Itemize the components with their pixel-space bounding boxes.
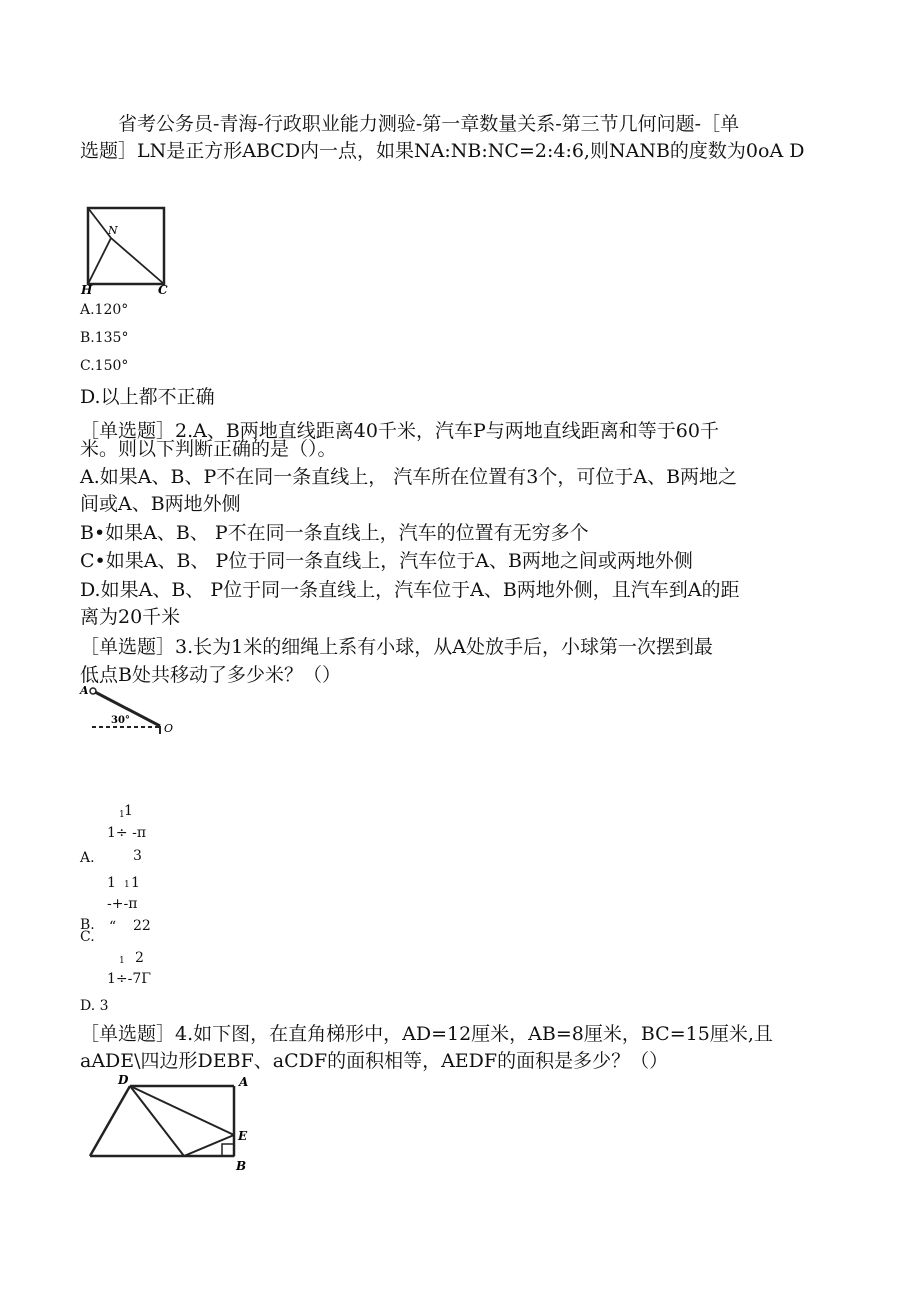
q2-option-d-line2: 离为20千米 [80,606,181,628]
q3-d-r3: D. 3 [80,998,109,1014]
q3-a-r4: 3 [133,848,142,864]
label-30: 30° [111,715,130,726]
label-a: A [80,684,89,697]
q3-b-label: B. [80,917,95,933]
label-d: D [118,1073,129,1087]
q4-line2: aADE\四边形DEBF、aCDF的面积相等，AEDF的面积是多少？（） [80,1050,669,1072]
q2-option-b: B•如果A、B、 P不在同一条直线上，汽车的位置有无穷多个 [80,522,589,544]
q3-a-r3: 1÷ -π [107,825,147,841]
q3-b-r2: -+-π [107,896,138,912]
q3-b-r1a: 1 [107,875,116,891]
trapezoid-figure [80,1072,260,1174]
label-n: N [108,224,118,237]
q1-option-a: A.120° [80,302,129,318]
q3-d-r1b: 2 [135,950,144,966]
q1-option-b: B.135° [80,330,129,346]
q1-option-c: C.150° [80,358,129,374]
q2-line1: ［单选题］2.A、B两地直线距离40千米，汽车P与两地直线距离和等于60千 [80,420,719,442]
q2-option-a-line2: 间或A、B两地外侧 [80,493,241,515]
q2-option-c: C•如果A、B、 P位于同一条直线上，汽车位于A、B两地之间或两地外侧 [80,550,693,572]
q3-c-label: C. [80,929,95,945]
q3-a-r1: 1 [119,810,125,820]
q2-line2: 米。则以下判断正确的是（）。 [80,438,337,460]
q3-a-label: A. [80,850,95,866]
q3-a-r2: 1 [124,803,133,819]
q3-line2: 低点B处共移动了多少米？（） [80,664,341,686]
q3-b-r1b: 1 [124,880,130,890]
label-b: B [236,1159,247,1173]
label-o: O [164,722,174,735]
q3-d-r2: 1÷-7Γ [107,971,151,987]
q1-line2: 选题］LN是正方形ABCD内一点，如果NA:NB:NC=2:4:6,则NANB的度数为0oA D [80,140,805,162]
q3-b-r3b: 22 [133,918,151,934]
label-a4: A [239,1075,249,1089]
q3-b-r1c: 1 [131,875,140,891]
q3-line1: ［单选题］3.长为1米的细绳上系有小球，从A处放手后，小球第一次摆到最 [80,636,713,658]
pendulum-figure [78,682,178,738]
label-e: E [238,1129,248,1143]
label-h: H [81,283,93,296]
q2-option-a-line1: A.如果A、B、P不在同一条直线上， 汽车所在位置有3个，可位于A、B两地之 [80,466,738,488]
q4-line1: ［单选题］4.如下图，在直角梯形中，AD=12厘米，AB=8厘米，BC=15厘米,且 [80,1023,773,1045]
q1-line1: 省考公务员-青海-行政职业能力测验-第一章数量关系-第三节几何问题-［单 [118,113,740,135]
label-c: C [158,283,168,296]
q3-d-r1a: 1 [119,956,125,966]
q3-b-r3a: “ [109,919,117,935]
square-figure [78,200,178,296]
q2-option-d-line1: D.如果A、B、 P位于同一条直线上，汽车位于A、B两地外侧，且汽车到A的距 [80,579,740,601]
q1-option-d: D.以上都不正确 [80,386,215,408]
